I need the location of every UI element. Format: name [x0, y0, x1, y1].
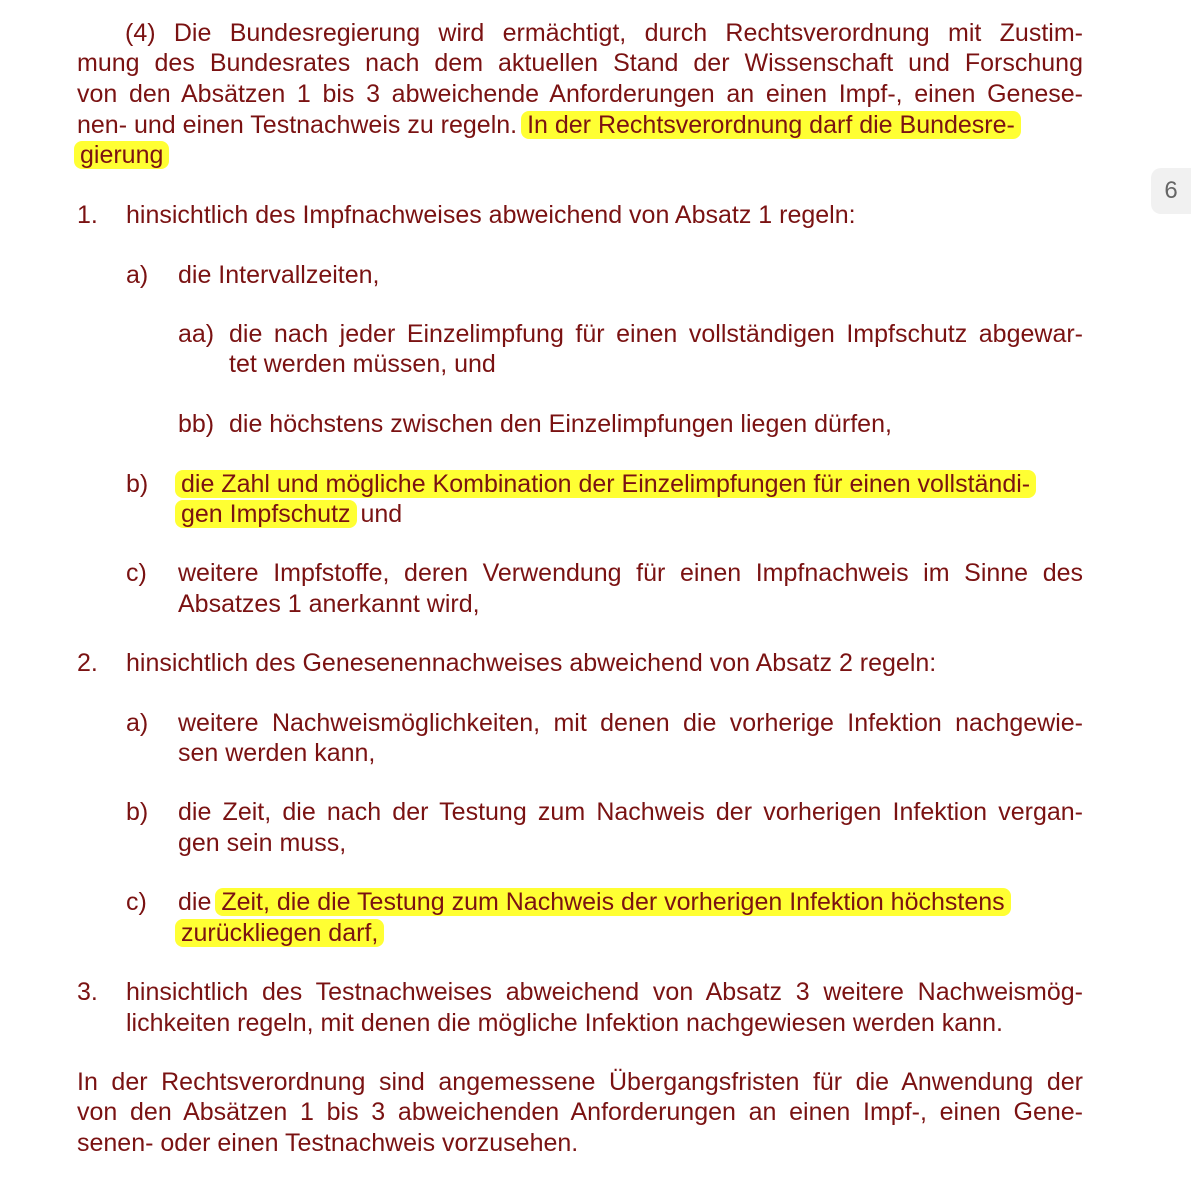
para4-line-4-text: nen- und einen Testnachweis zu regeln.: [77, 111, 518, 139]
item1a-text: die Intervallzeiten,: [178, 261, 380, 289]
item3-line-1: hinsichtlich des Testnachweises abweichend von Absatz 3 weitere Nachweismög-: [126, 978, 1083, 1006]
para4-line-3: von den Absätzen 1 bis 3 abweichende Anforderungen an einen Impf-, einen Genese-: [77, 80, 1083, 108]
item1aa-line-2: tet werden müssen, und: [229, 350, 496, 378]
highlighted-text: In der Rechtsverordnung darf die Bundesre-: [521, 111, 1021, 139]
list-marker: a): [126, 261, 149, 289]
list-marker: a): [126, 709, 149, 737]
closing-line-2: von den Absätzen 1 bis 3 abweichenden Anforderungen an einen Impf-, einen Gene-: [77, 1098, 1083, 1126]
closing-line-3: senen- oder einen Testnachweis vorzusehen.: [77, 1129, 579, 1157]
para4-line-2: mung des Bundesrates nach dem aktuellen Stand der Wissenschaft und Forschung: [77, 49, 1083, 77]
item1c-line-1: weitere Impfstoffe, deren Verwendung für einen Impfnachweis im Sinne des: [178, 559, 1083, 587]
item2c-line-1: [178, 887, 1088, 917]
item1b-line-1: [178, 469, 1033, 499]
item2c-line-1-text: die: [178, 888, 212, 916]
highlighted-text: gierung: [74, 141, 169, 169]
list-number: 1.: [77, 201, 98, 229]
item2b-line-2: gen sein muss,: [178, 829, 347, 857]
item1c-line-2: Absatzes 1 anerkannt wird,: [178, 590, 480, 618]
highlighted-text: zurückliegen darf,: [175, 919, 384, 947]
para4-line-5: [77, 140, 166, 170]
item1aa-line-1: die nach jeder Einzelimpfung für einen vollständigen Impfschutz abgewar-: [229, 320, 1083, 348]
para4-line-4: [77, 110, 1087, 140]
item1b-line-2: [178, 499, 402, 529]
list-marker: b): [126, 798, 149, 826]
item1bb-text: die höchstens zwischen den Einzelimpfungen liegen dürfen,: [229, 410, 892, 438]
highlighted-text: die Zahl und mögliche Kombination der Einzelimpfungen für einen vollständi-: [175, 470, 1036, 498]
item2-heading: hinsichtlich des Genesenennachweises abweichend von Absatz 2 regeln:: [126, 649, 937, 677]
list-marker: bb): [178, 410, 215, 438]
item1-heading: hinsichtlich des Impfnachweises abweichend von Absatz 1 regeln:: [126, 201, 856, 229]
list-marker: b): [126, 470, 149, 498]
para4-line-1: (4) Die Bundesregierung wird ermächtigt, durch Rechtsverordnung mit Zustim-: [125, 19, 1083, 47]
item2a-line-1: weitere Nachweismöglichkeiten, mit denen die vorherige Infektion nachgewie-: [178, 709, 1083, 737]
list-marker: aa): [178, 320, 215, 348]
highlighted-text: gen Impfschutz: [175, 500, 357, 528]
item2c-line-2: [178, 918, 381, 948]
page-number-indicator[interactable]: 6: [1151, 168, 1191, 214]
closing-line-1: In der Rechtsverordnung sind angemessene Übergangsfristen für die Anwendung der: [77, 1068, 1083, 1096]
list-number: 3.: [77, 978, 98, 1006]
item1b-line-2-text: und: [360, 500, 403, 528]
list-marker: c): [126, 888, 147, 916]
item2a-line-2: sen werden kann,: [178, 739, 376, 767]
item2b-line-1: die Zeit, die nach der Testung zum Nachweis der vorherigen Infektion vergan-: [178, 798, 1083, 826]
highlighted-text: Zeit, die die Testung zum Nachweis der vorherigen Infektion höchstens: [215, 888, 1010, 916]
item3-line-2: lichkeiten regeln, mit denen die mögliche Infektion nachgewiesen werden kann.: [126, 1009, 1003, 1037]
list-marker: c): [126, 559, 147, 587]
list-number: 2.: [77, 649, 98, 677]
